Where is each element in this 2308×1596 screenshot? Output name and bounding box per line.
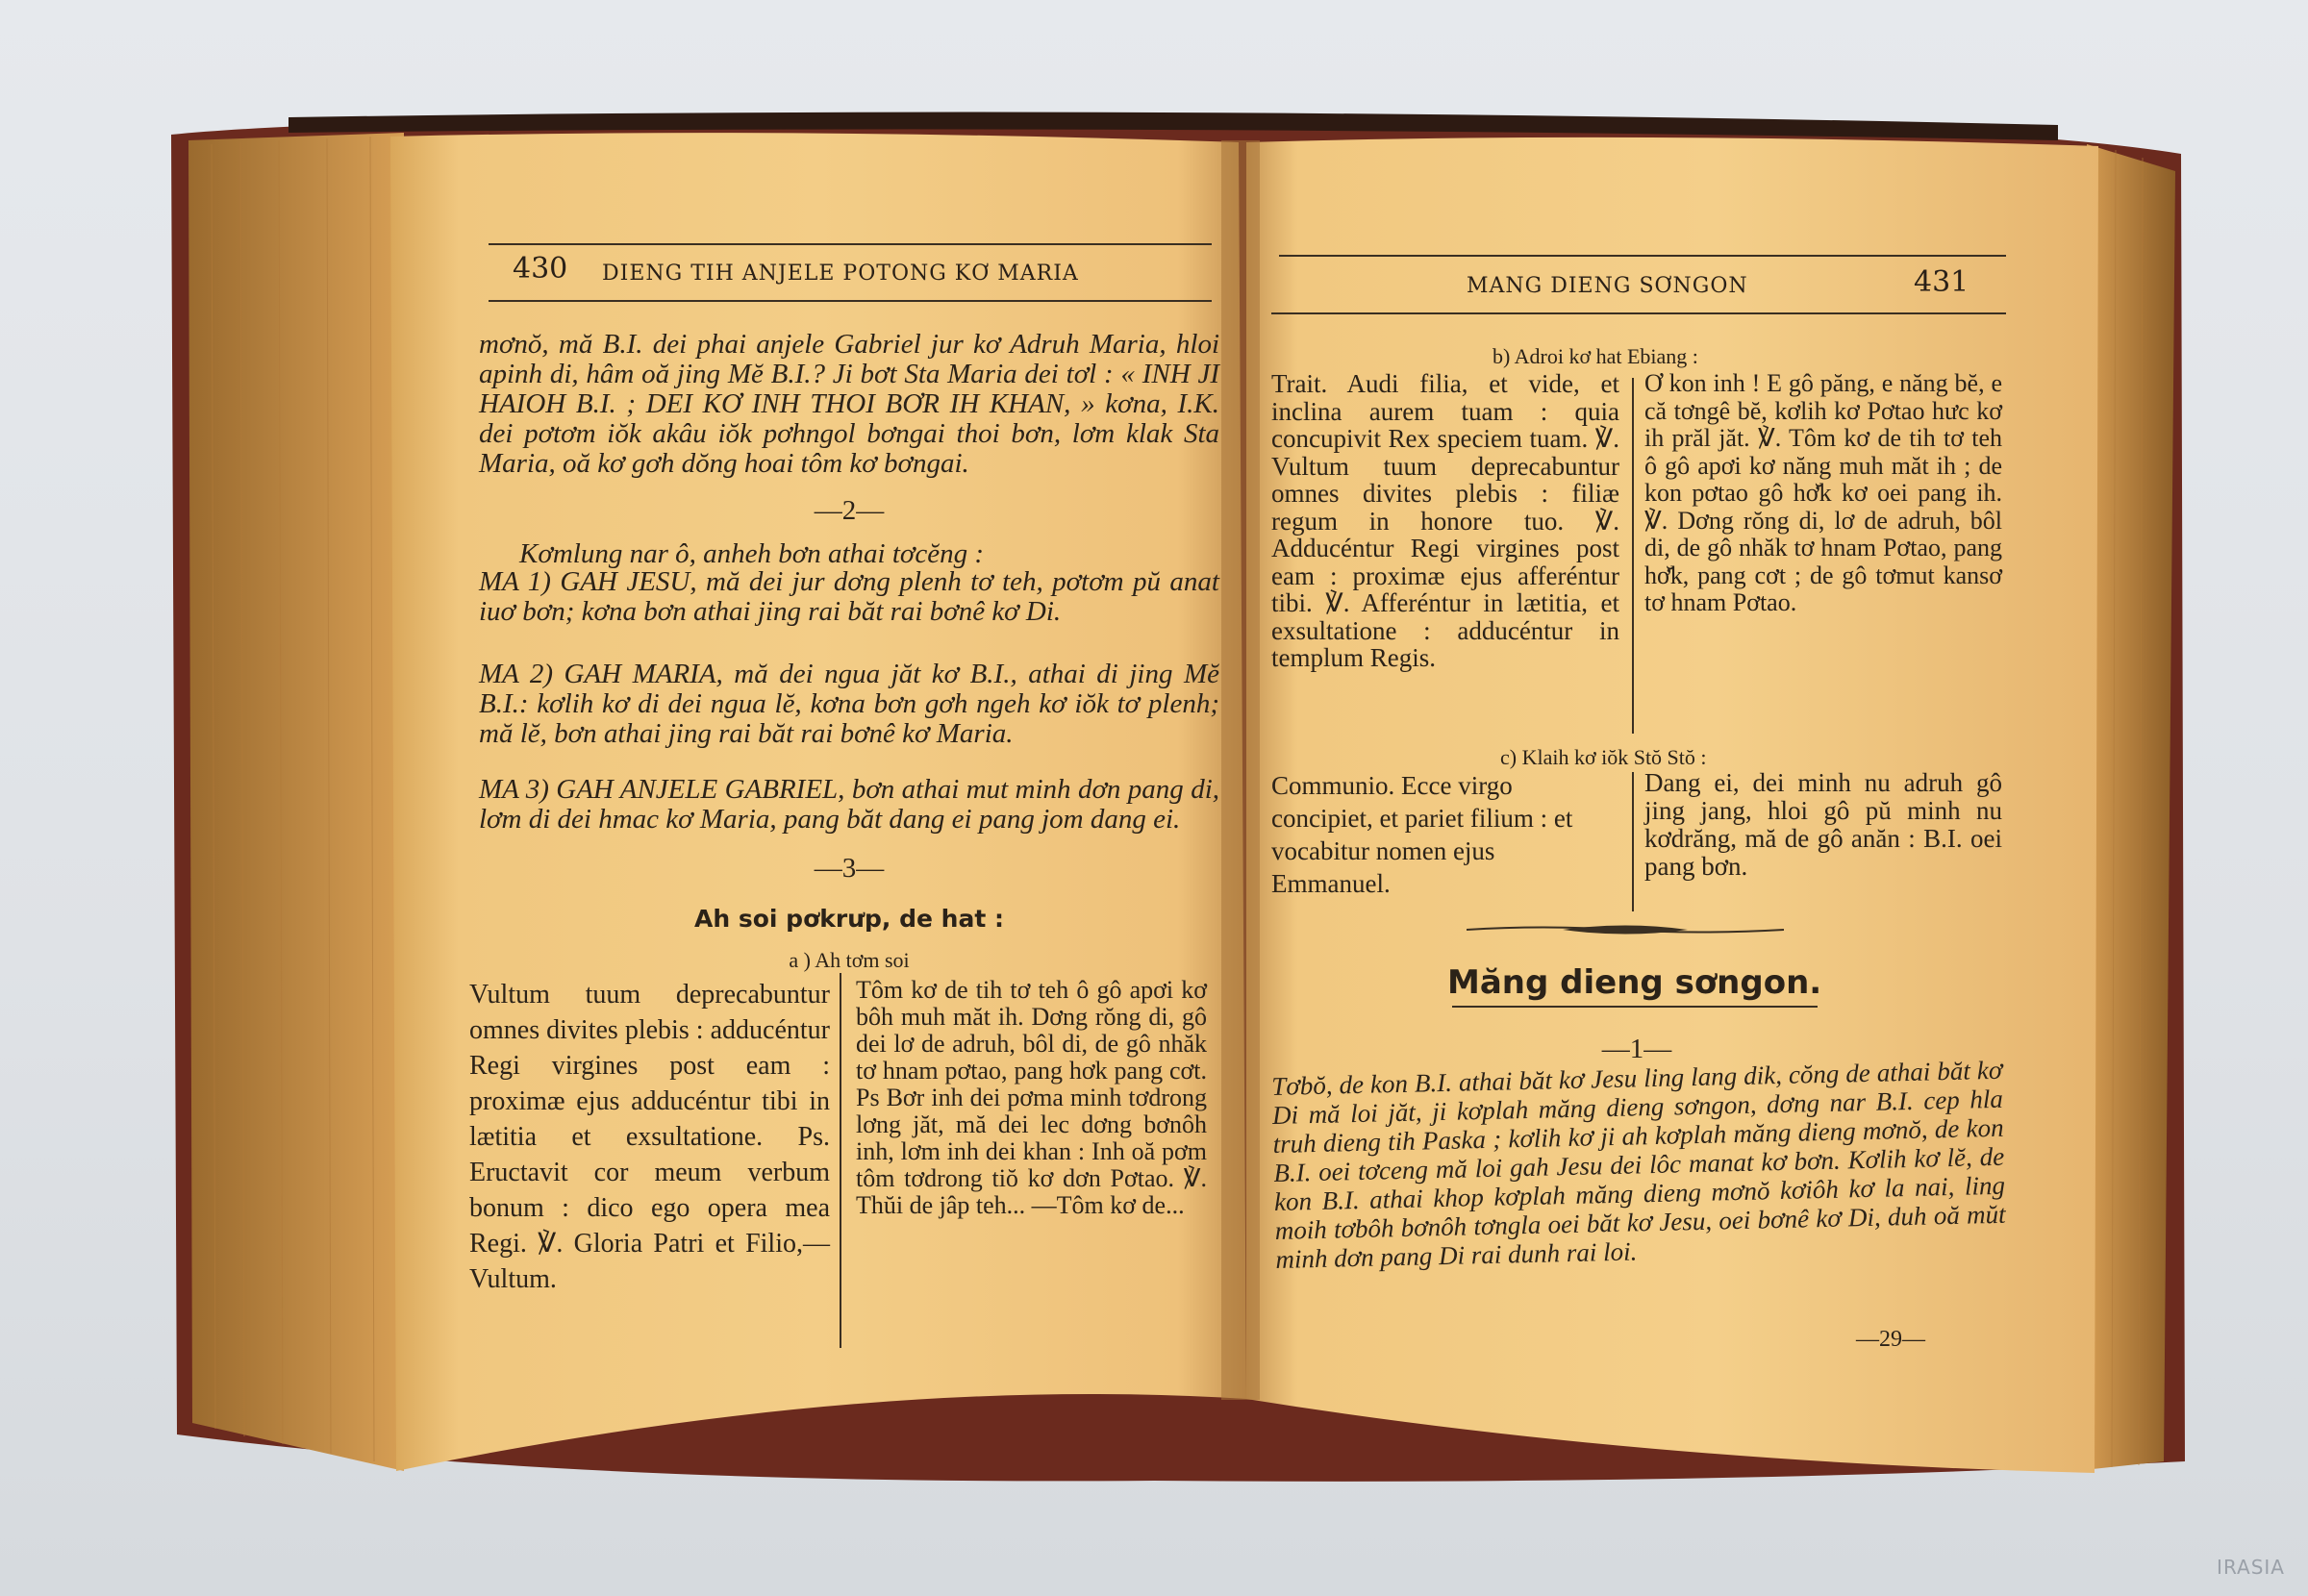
section-3-heading: Ah soi pơkrưp, de hat :: [694, 905, 1004, 933]
left-head-rule: [489, 300, 1212, 302]
right-latin-column-b: Trait. Audi filia, et vide, et inclina aurem tuam : quia concupivit Rex speciem tuam. ℣. Vultum tuum deprecabuntur omnes divites plebis : filiæ regum in honore tuo. ℣. Adducéntur Regi virgines post eam : proximæ ejus afferéntur tibi. ℣. Afferéntur in lætitia, et exsultatione : adducéntur in templum Regis.: [1271, 369, 1619, 672]
ma-1-paragraph: MA 1) GAH JESU, mă dei jur dơng plenh tơ teh, pơtơm pŭ anat iuơ bơn; kơna bơn athai jing rai băt rai bơnê kơ Di.: [479, 566, 1219, 627]
right-page-number: 431: [1914, 265, 1969, 299]
ornamental-divider: [1467, 919, 1784, 940]
right-column-divider-c: [1632, 772, 1634, 911]
gutter-shadow: [1221, 140, 1260, 1400]
ma-2-paragraph: MA 2) GAH MARIA, mă dei ngua jăt kơ B.I., athai di jing Mĕ B.I.: kơlih kơ di dei ngua lĕ, kơna bơn gơh ngeh kơ iŏk tơ plenh; mă lĕ, bơn athai jing rai băt rai bơnê kơ Maria.: [479, 659, 1219, 749]
watermark: IRASIA: [2217, 1556, 2285, 1579]
section-3-marker: —3—: [814, 853, 885, 884]
right-bahnar-column-c: Dang ei, dei minh nu adruh gô jing jang, hloi gô pŭ minh nu kơdrăng, mă de gô anăn : B.I. oei pang bơn.: [1644, 768, 2002, 881]
sub-a-label: a ) Ah tơm soi: [789, 948, 910, 972]
right-running-head: MANG DIENG SƠNGON: [1467, 274, 1748, 298]
left-column-divider: [840, 973, 841, 1348]
left-top-rule: [489, 243, 1212, 245]
left-page-edges: [188, 133, 404, 1471]
left-opening-paragraph: mơnŏ, mă B.I. dei phai anjele Gabriel jur kơ Adruh Maria, hloi apinh di, hâm oă jing Mĕ B.I.? Ji bơt Sta Maria dei tơl : « INH JI HAIOH B.I. ; DEI KƠ INH THOI BƠR IH KHAN, » kơna, I.K. dei pơtơm iŏk akâu iŏk pơhngol bơngai thoi bơn, lơm klak Sta Maria, oă kơ gơh dŏng hoai tôm kơ bơngai.: [479, 329, 1219, 479]
sub-b-label: b) Adroi kơ hat Ebiang :: [1493, 344, 1698, 368]
section-1-marker: —1—: [1601, 1034, 1672, 1064]
right-head-rule: [1271, 312, 2006, 314]
right-page-edges: [2087, 144, 2175, 1469]
left-running-head: DIENG TIH ANJELE POTONG KƠ MARIA: [602, 262, 1079, 286]
right-column-divider-b: [1632, 378, 1634, 734]
right-body-paragraph: Tơbŏ, de kon B.I. athai băt kơ Jesu ling lang dik, cŏng de athai băt kơ Di mă loi jăt, ji kơplah măng dieng sơngon, dơng nar B.I. cep hla truh dieng tih Paska ; kơlih kơ ji ah kơplah măng dieng mơnŏ, de kon B.I. oei tơceng mă loi gah Jesu dei lôc manat kơ bơn. Kơlih kơ lĕ, de kon B.I. athai khop kơplah măng dieng mơnŏ kơiôh kơ la nai, ling moih tơbôh bơnôh tơngla oei băt kơ Jesu, oei bơnê kơ Di, duh oă mŭt minh dơn pang Di rai dunh rai loi.: [1271, 1055, 2006, 1274]
section-2-intro: Kơmlung nar ô, anheh bơn athai tơcĕng :: [519, 538, 985, 569]
left-page-number: 430: [513, 252, 568, 286]
section-title: Măng dieng sơngon.: [1447, 963, 1822, 1002]
right-top-rule: [1279, 255, 2006, 257]
sub-c-label: c) Klaih kơ iŏk Stŏ Stŏ :: [1500, 745, 1707, 769]
section-title-underline: [1452, 1006, 1818, 1008]
left-latin-column: Vultum tuum deprecabuntur omnes divites plebis : adducéntur Regi virgines post eam : proximæ ejus adducéntur tibi in lætitia et exsultatione. Ps. Eructavit cor meum verbum bonum : dico ego opera mea Regi. ℣. Gloria Patri et Filio,—Vultum.: [469, 980, 830, 1294]
right-latin-column-c: Communio. Ecce virgo concipiet, et pariet filium : et vocabitur nomen ejus Emmanuel.: [1271, 771, 1573, 898]
ma-3-paragraph: MA 3) GAH ANJELE GABRIEL, bơn athai mut minh dơn pang di, lơm di dei hmac kơ Maria, pang băt dang ei pang jom dang ei.: [479, 774, 1219, 835]
signature-mark: —29—: [1856, 1327, 1925, 1352]
right-bahnar-column-b: Ơ kon inh ! E gô păng, e năng bĕ, e că tơngê bĕ, kơlih kơ Pơtao hưc kơ ih prăl jăt. ℣. Tôm kơ de tih tơ teh ô gô apơi kơ năng muh măt ih ; de kon pơtao gô hơ̆k kơ oei pang ih. ℣. Dơng rŏng di, lơ de adruh, bôl di, de gô nhăk tơ hnam Pơtao, pang hơ̆k, pang cơt ; de gô tơmut kansơ tơ hnam Pơtao.: [1644, 369, 2002, 616]
section-2-marker: —2—: [814, 495, 885, 526]
left-bahnar-column: Tôm kơ de tih tơ teh ô gô apơi kơ bôh muh măt ih. Dơng rŏng di, gô dei lơ de adruh, bôl di, de gô nhăk tơ hnam pơtao, pang hơk pang cơt. Ps Bơr inh dei pơma minh tơdrong lơng jăt, mă dei lec dơng bơnôh inh, lơm inh dei khan : Inh oă pơm tôm tơdrong tiŏ kơ dơn Pơtao. ℣. Thŭi de jâp teh... —Tôm kơ de...: [856, 976, 1207, 1219]
